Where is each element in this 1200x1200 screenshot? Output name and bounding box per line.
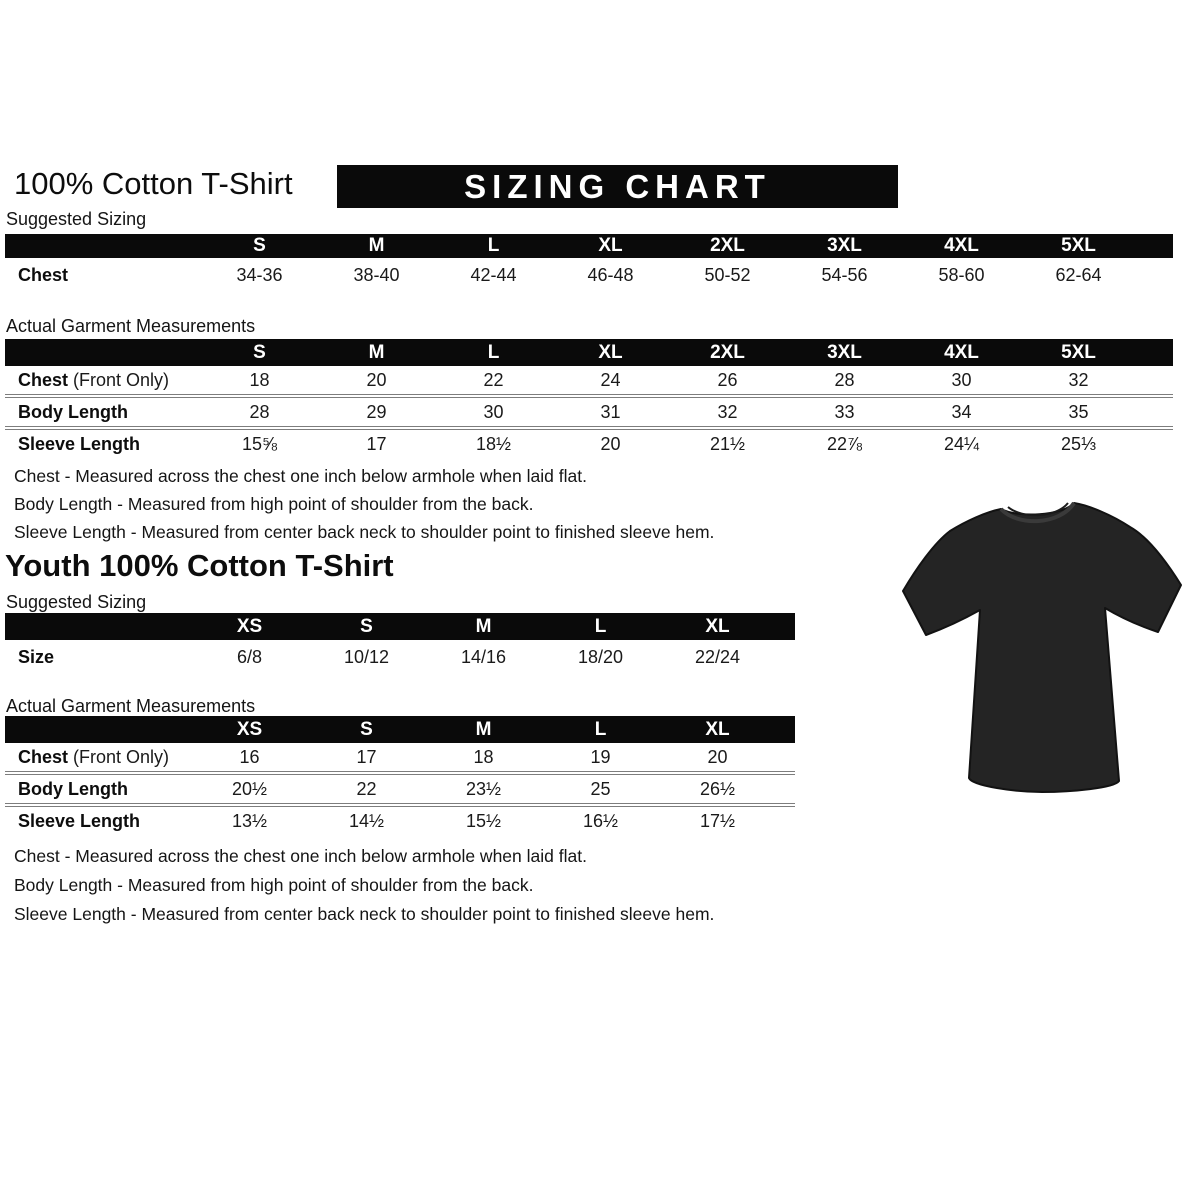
size-value-cell: 20 (707, 746, 728, 767)
row-label-suffix: (Front Only) (73, 369, 170, 390)
measurement-note-body-length: Body Length - Measured from high point of shoulder from the back. (14, 494, 534, 514)
size-value-cell: 22 (483, 369, 504, 390)
size-column-header: XS (191, 716, 308, 743)
row-label-cell (5, 258, 201, 292)
youth-title: Youth 100% Cotton T-Shirt (5, 548, 394, 583)
size-column-header: M (318, 339, 435, 366)
size-value-cell: 10/12 (343, 646, 390, 667)
size-value-cell: 32 (1068, 369, 1089, 390)
size-value-cell: 62-64 (1055, 264, 1102, 285)
size-value-cell: 30 (435, 396, 552, 428)
pad-cell (776, 640, 795, 674)
header-row (5, 339, 1173, 366)
black-tshirt-image (890, 485, 1190, 805)
size-value-cell: 58-60 (938, 264, 985, 285)
row-label: Chest (18, 264, 69, 285)
size-value-cell: 6/8 (236, 646, 263, 667)
size-value-cell: 18/20 (577, 646, 624, 667)
pad-cell (776, 743, 795, 773)
youth-actual-table (5, 716, 795, 835)
row-label-cell (5, 428, 201, 458)
header-pad-cell (1137, 234, 1173, 258)
header-pad-cell (776, 613, 795, 640)
table-row (5, 773, 795, 805)
row-label-cell (5, 773, 191, 805)
pad-cell (1137, 366, 1173, 396)
row-label-suffix: (Front Only) (73, 746, 170, 767)
size-column-header: M (425, 716, 542, 743)
row-label: Body Length (18, 401, 128, 422)
size-column-header: S (308, 613, 425, 640)
label-column-header (5, 234, 201, 258)
row-label: Size (18, 646, 55, 667)
size-value-cell: 30 (951, 369, 972, 390)
adult-suggested-table (5, 234, 1173, 292)
size-value-cell: 32 (669, 396, 786, 428)
size-column-header: M (425, 613, 542, 640)
size-column-header: 5XL (1020, 339, 1137, 366)
table-row (5, 805, 795, 835)
size-column-header: S (308, 716, 425, 743)
size-value-cell: 17 (318, 428, 435, 458)
size-value-cell: 21½ (669, 428, 786, 458)
size-value-cell: 16½ (542, 805, 659, 835)
size-value-cell: 20 (366, 369, 387, 390)
label-column-header (5, 339, 201, 366)
size-value-cell: 24¼ (903, 428, 1020, 458)
header-pad-cell (1137, 339, 1173, 366)
size-value-cell: 34-36 (236, 264, 283, 285)
size-column-header: L (435, 339, 552, 366)
size-column-header: XL (659, 613, 776, 640)
size-value-cell: 17 (356, 746, 377, 767)
size-value-cell: 18½ (435, 428, 552, 458)
size-value-cell: 26 (717, 369, 738, 390)
row-label-cell (5, 805, 191, 835)
size-column-header: S (201, 339, 318, 366)
size-value-cell: 38-40 (353, 264, 400, 285)
size-column-header: 2XL (669, 234, 786, 258)
size-column-header: M (318, 234, 435, 258)
youth-notes (14, 842, 714, 929)
page-title: 100% Cotton T-Shirt (14, 166, 293, 201)
size-value-cell: 15½ (425, 805, 542, 835)
row-label-cell (5, 640, 191, 674)
size-value-cell: 18 (473, 746, 494, 767)
adult-notes (14, 462, 714, 546)
header-row (5, 716, 795, 743)
measurement-note-chest: Chest - Measured across the chest one inch below armhole when laid flat. (14, 466, 587, 486)
size-value-cell: 22/24 (694, 646, 741, 667)
header-row (5, 234, 1173, 258)
size-value-cell: 28 (201, 396, 318, 428)
table-row (5, 640, 795, 674)
pad-cell (1137, 428, 1173, 458)
size-column-header: XL (552, 339, 669, 366)
size-value-cell: 31 (552, 396, 669, 428)
size-column-header: L (435, 234, 552, 258)
size-column-header: L (542, 716, 659, 743)
table-row (5, 396, 1173, 428)
size-value-cell: 14/16 (460, 646, 507, 667)
pad-cell (776, 805, 795, 835)
size-value-cell: 18 (249, 369, 270, 390)
measurement-note-sleeve-length: Sleeve Length - Measured from center back neck to shoulder point to finished sleeve hem. (14, 522, 715, 542)
adult-suggested-label: Suggested Sizing (6, 209, 147, 229)
size-column-header: 4XL (903, 339, 1020, 366)
row-label-cell (5, 743, 191, 773)
size-column-header: XL (552, 234, 669, 258)
size-value-cell: 26½ (659, 773, 776, 805)
size-value-cell: 42-44 (470, 264, 517, 285)
size-value-cell: 20 (552, 428, 669, 458)
label-column-header (5, 716, 191, 743)
size-value-cell: 23½ (425, 773, 542, 805)
adult-actual-table (5, 339, 1173, 458)
size-column-header: 5XL (1020, 234, 1137, 258)
size-value-cell: 29 (318, 396, 435, 428)
size-value-cell: 50-52 (704, 264, 751, 285)
measurement-note-chest: Chest - Measured across the chest one inch below armhole when laid flat. (14, 846, 587, 866)
size-column-header: XL (659, 716, 776, 743)
pad-cell (776, 773, 795, 805)
size-column-header: 3XL (786, 234, 903, 258)
size-value-cell: 14½ (308, 805, 425, 835)
size-value-cell: 24 (600, 369, 621, 390)
header-row (5, 613, 795, 640)
size-column-header: S (201, 234, 318, 258)
pad-cell (1137, 396, 1173, 428)
size-value-cell: 46-48 (587, 264, 634, 285)
size-value-cell: 22⅞ (786, 428, 903, 458)
row-label-cell (5, 396, 201, 428)
size-value-cell: 34 (903, 396, 1020, 428)
header-pad-cell (776, 716, 795, 743)
size-value-cell: 54-56 (821, 264, 868, 285)
table-row (5, 258, 1173, 292)
size-column-header: 4XL (903, 234, 1020, 258)
size-value-cell: 13½ (191, 805, 308, 835)
measurement-note-sleeve-length: Sleeve Length - Measured from center back neck to shoulder point to finished sleeve hem. (14, 904, 715, 924)
size-value-cell: 28 (834, 369, 855, 390)
youth-actual-label: Actual Garment Measurements (6, 696, 256, 716)
youth-suggested-table (5, 613, 795, 674)
row-label: Sleeve Length (18, 810, 141, 831)
table-row (5, 428, 1173, 458)
size-column-header: L (542, 613, 659, 640)
row-label: Chest (18, 369, 69, 390)
size-value-cell: 22 (308, 773, 425, 805)
table-row (5, 366, 1173, 396)
table-row (5, 743, 795, 773)
sizing-chart-banner (337, 165, 898, 208)
size-value-cell: 19 (590, 746, 611, 767)
size-value-cell: 15⅝ (201, 428, 318, 458)
youth-suggested-label: Suggested Sizing (6, 592, 147, 612)
row-label-cell (5, 366, 201, 396)
adult-actual-label: Actual Garment Measurements (6, 316, 256, 336)
sizing-chart-banner-text: SIZING CHART (464, 168, 771, 205)
size-column-header: 3XL (786, 339, 903, 366)
size-column-header: XS (191, 613, 308, 640)
size-value-cell: 25⅓ (1020, 428, 1137, 458)
size-value-cell: 25 (542, 773, 659, 805)
row-label: Sleeve Length (18, 433, 141, 454)
tshirt-silhouette-icon (890, 485, 1190, 805)
size-value-cell: 35 (1020, 396, 1137, 428)
pad-cell (1137, 258, 1173, 292)
row-label: Body Length (18, 778, 128, 799)
size-value-cell: 20½ (191, 773, 308, 805)
label-column-header (5, 613, 191, 640)
size-value-cell: 33 (786, 396, 903, 428)
measurement-note-body-length: Body Length - Measured from high point of shoulder from the back. (14, 875, 534, 895)
row-label: Chest (18, 746, 69, 767)
size-value-cell: 17½ (659, 805, 776, 835)
size-column-header: 2XL (669, 339, 786, 366)
size-value-cell: 16 (239, 746, 260, 767)
